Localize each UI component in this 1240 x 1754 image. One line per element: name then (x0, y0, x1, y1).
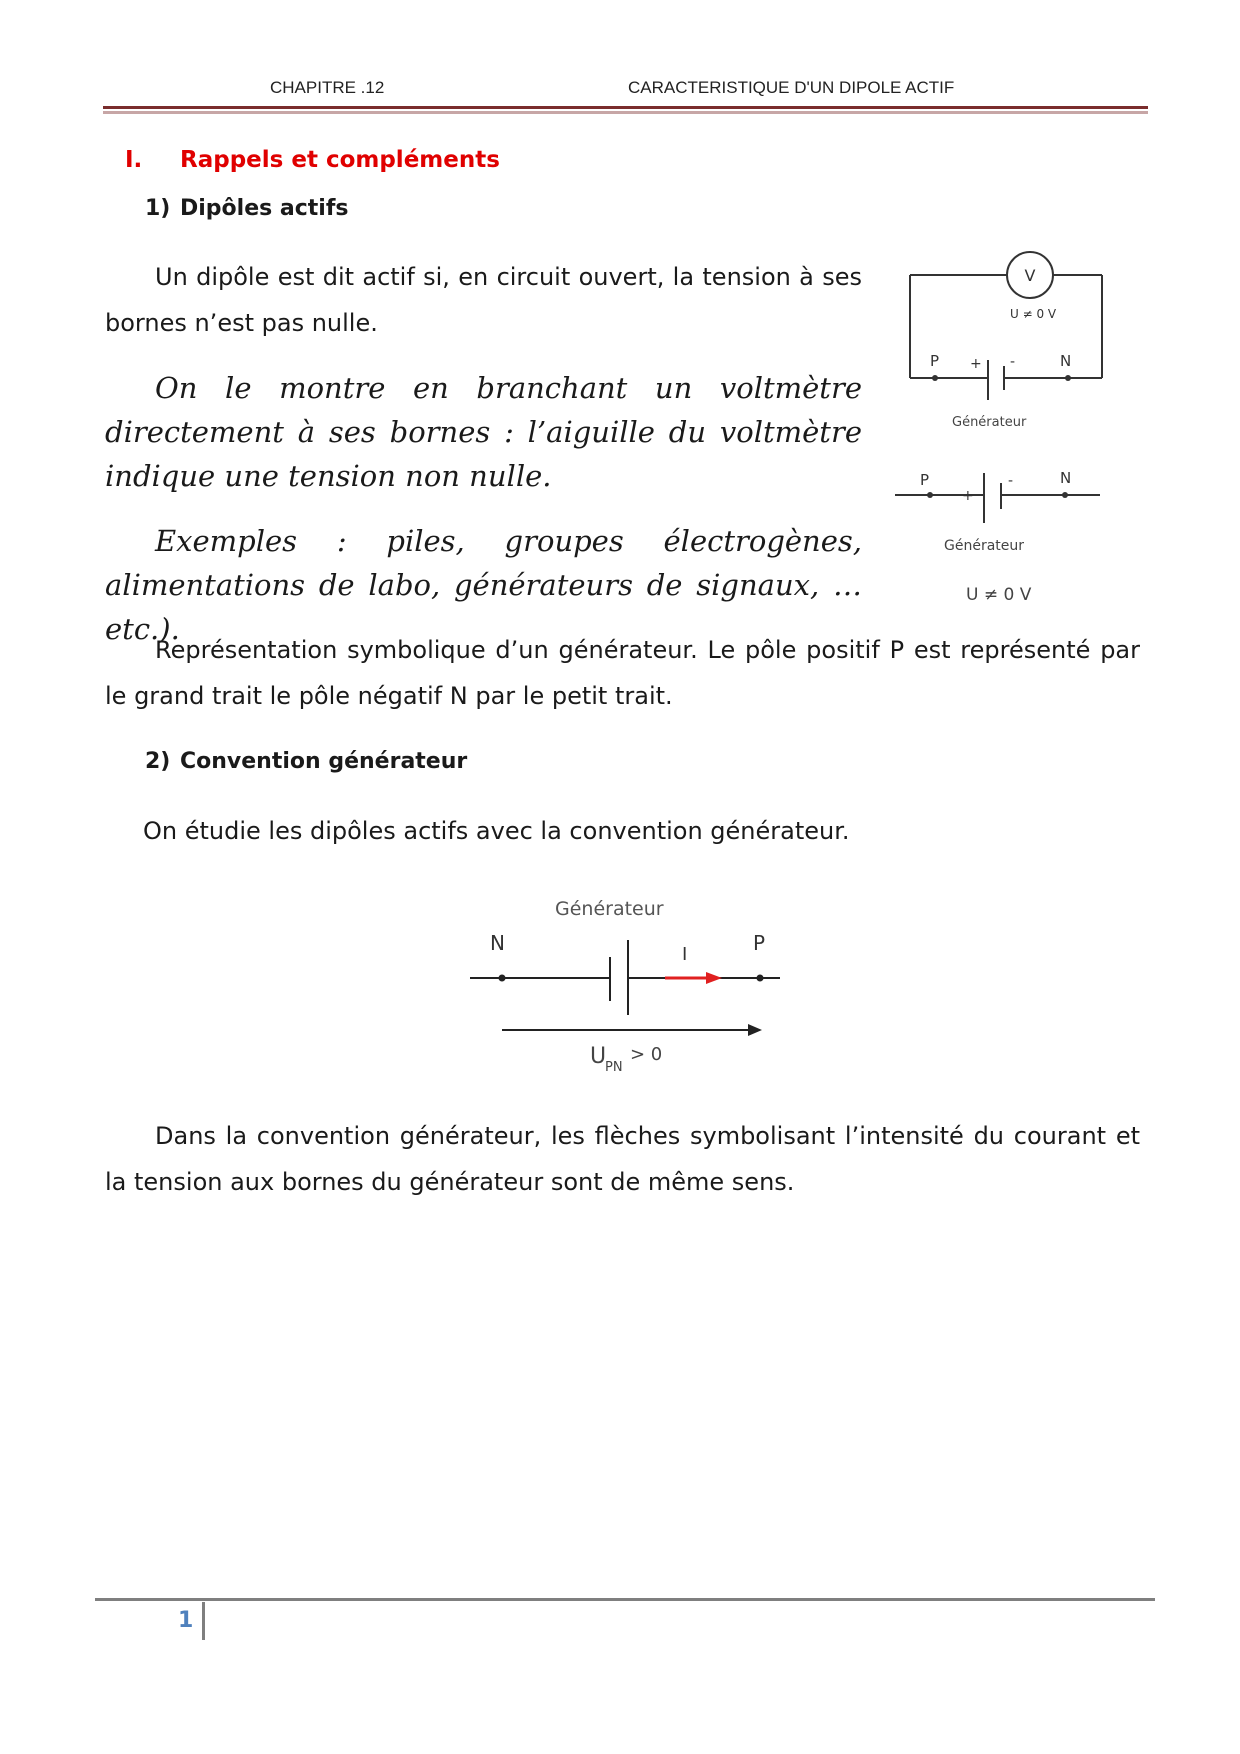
fig1-p-label: P (930, 352, 940, 370)
fig2-p-label: P (920, 471, 930, 489)
fig3-u-subscript: PN (605, 1060, 623, 1075)
subsection-1-number: 1) (145, 196, 171, 221)
fig1-minus-label: - (1010, 354, 1016, 370)
footer-rule (95, 1598, 1155, 1601)
footer-divider (202, 1602, 205, 1640)
current-arrow-head (706, 972, 722, 984)
paragraph-definition: Un dipôle est dit actif si, en circuit ouvert, la tension à ses bornes n’est pas nulle. (105, 263, 862, 337)
header-title: CARACTERISTIQUE D'UN DIPOLE ACTIF (628, 78, 955, 97)
paragraph-convention-intro: On étudie les dipôles actifs avec la convention générateur. (143, 817, 850, 845)
fig3-i-label: I (682, 944, 688, 965)
paragraph-examples: Exemples : piles, groupes électrogènes, alimentations de labo, générateurs de signaux, … etc.). (105, 524, 862, 646)
fig2-n-label: N (1060, 469, 1072, 487)
fig2-minus-label: - (1008, 473, 1014, 489)
fig1-n-label: N (1060, 352, 1072, 370)
fig3-u-condition: > 0 (630, 1044, 663, 1065)
header-chapter: CHAPITRE .12 (270, 78, 385, 97)
fig2-plus-label: + (962, 488, 974, 504)
voltage-arrow-head (748, 1024, 762, 1036)
header-rule-light (103, 111, 1148, 114)
fig1-caption: Générateur (952, 415, 1027, 430)
page-number: 1 (178, 1608, 194, 1633)
generator-symbol-figure (890, 455, 1130, 615)
voltmeter-label: V (1024, 266, 1036, 285)
generator-convention-figure (460, 885, 790, 1085)
subsection-2-title: Convention générateur (180, 749, 468, 774)
fig3-u-label: U (590, 1044, 607, 1069)
paragraph-convention-explanation: Dans la convention générateur, les flèches symbolisant l’intensité du courant et la tension aux bornes du générateur sont de même sens. (105, 1122, 1140, 1196)
subsection-1-title: Dipôles actifs (180, 196, 349, 221)
paragraph-representation: Représentation symbolique d’un générateur. Le pôle positif P est représenté par le grand trait le pôle négatif N par le petit trait. (105, 636, 1140, 710)
fig2-u-label: U ≠ 0 V (966, 585, 1032, 605)
section-title: Rappels et compléments (180, 147, 500, 173)
section-number: I. (125, 147, 143, 173)
paragraph-voltmeter: On le montre en branchant un voltmètre directement à ses bornes : l’aiguille du voltmètre indique une tension non nulle. (105, 371, 862, 493)
fig1-u-label: U ≠ 0 V (1010, 307, 1057, 321)
fig2-caption: Générateur (944, 538, 1025, 554)
fig1-plus-label: + (970, 356, 982, 372)
header-rule (103, 106, 1148, 109)
subsection-2-number: 2) (145, 749, 171, 774)
voltmeter-circuit-figure (900, 250, 1120, 440)
fig3-caption: Générateur (555, 898, 664, 920)
fig3-n-label: N (490, 931, 505, 955)
fig3-p-label: P (753, 931, 766, 955)
